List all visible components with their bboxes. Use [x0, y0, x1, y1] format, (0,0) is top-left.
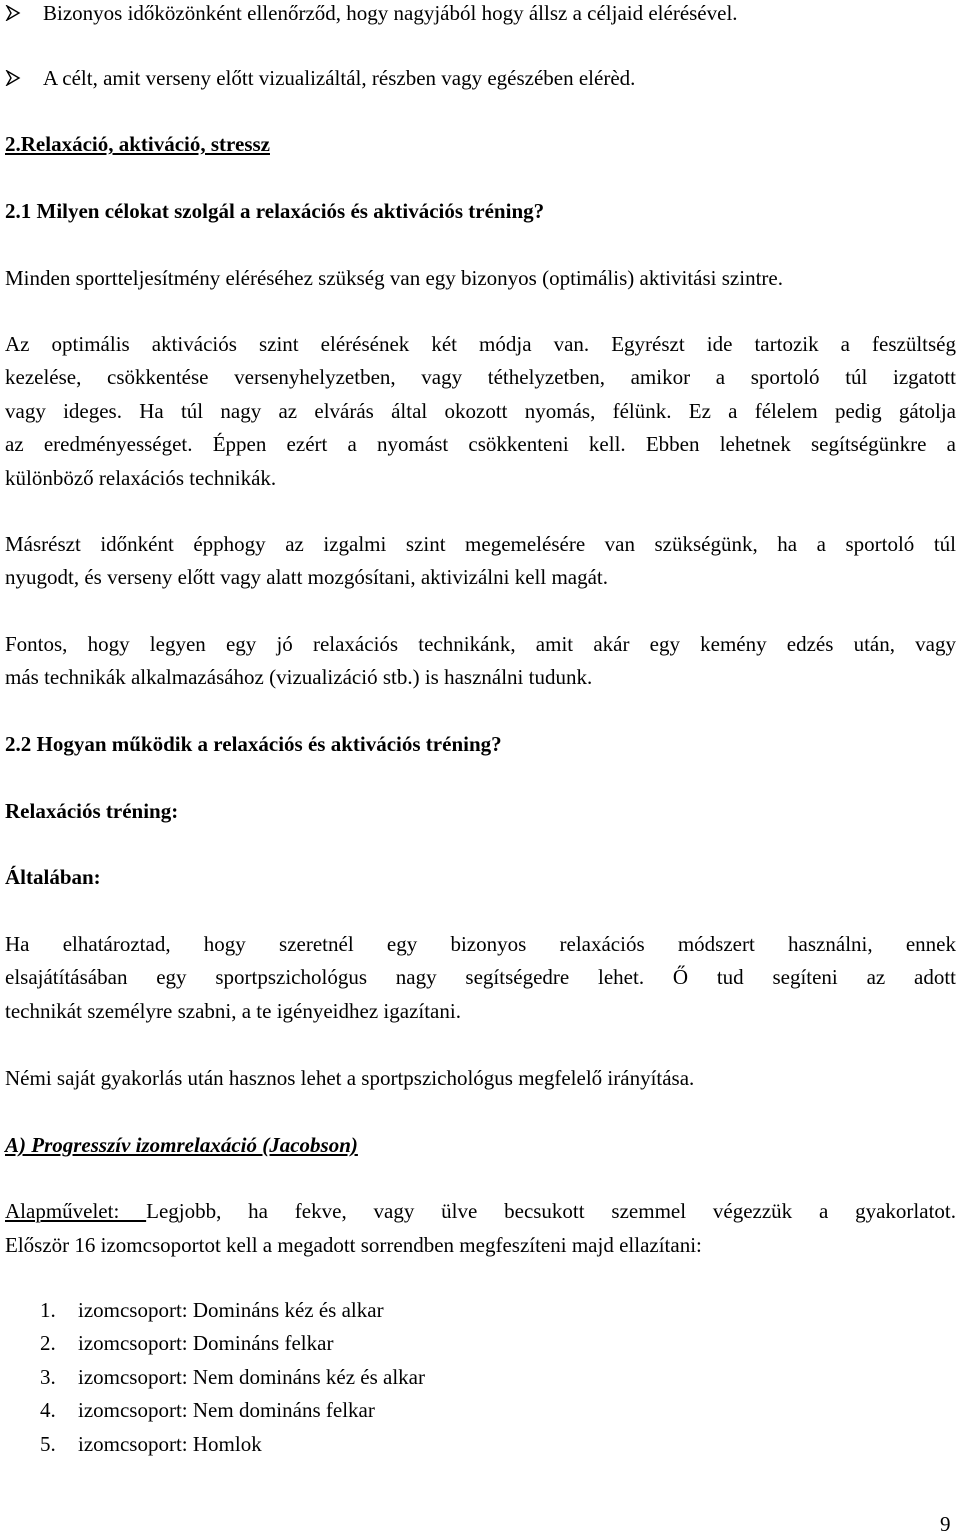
paragraph: Minden sportteljesítmény eléréséhez szükség van egy bizonyos (optimális) aktivitási szintre. [5, 266, 783, 290]
bullet-text: A célt, amit verseny előtt vizualizáltál, részben vagy egészében elérèd. [43, 66, 636, 90]
list-item: 1. izomcsoport: Domináns kéz és alkar [40, 1298, 384, 1322]
paragraph-line: más technikák alkalmazásához (vizualizáció stb.) is használni tudunk. [5, 665, 593, 689]
paragraph-line: Másrészt időnként épphogy az izgalmi szint megemelésére van szükségünk, ha a sportoló túl [5, 532, 956, 556]
bullet-text: Bizonyos időközönként ellenőrződ, hogy nagyjából hogy állsz a céljaid elérésével. [43, 1, 738, 25]
list-item: 3. izomcsoport: Nem domináns kéz és alkar [40, 1365, 425, 1389]
relaxation-heading: Relaxációs tréning: [5, 799, 179, 823]
section-heading-2: 2.Relaxáció, aktiváció, stressz [5, 132, 270, 156]
paragraph-line: Az optimális aktivációs szint elérésének két módja van. Egyrészt ide tartozik a feszültség [5, 332, 956, 356]
paragraph-line: különböző relaxációs technikák. [5, 466, 277, 490]
list-item: 5. izomcsoport: Homlok [40, 1432, 262, 1456]
subsection-heading-a: A) Progresszív izomrelaxáció (Jacobson) [5, 1133, 358, 1157]
list-item: 2. izomcsoport: Domináns felkar [40, 1331, 334, 1355]
paragraph-line: Először 16 izomcsoportot kell a megadott sorrendben megfeszíteni majd ellazítani: [5, 1233, 702, 1257]
paragraph-line: kezelése, csökkentése versenyhelyzetben, vagy téthelyzetben, amikor a sportoló túl izgatott [5, 365, 956, 389]
list-item: 4. izomcsoport: Nem domináns felkar [40, 1398, 375, 1422]
arrow-bullet-icon [5, 70, 21, 86]
paragraph-line: vagy ideges. Ha túl nagy az elvárás által okozott nyomás, félünk. Ez a félelem pedig gátolja [5, 399, 956, 423]
paragraph-line: technikát személyre szabni, a te igényeidhez igazítani. [5, 999, 461, 1023]
alap-label: Alapművelet: [5, 1199, 147, 1223]
paragraph-line: Ha elhatároztad, hogy szeretnél egy bizonyos relaxációs módszert használni, ennek [5, 932, 956, 956]
arrow-bullet-icon [5, 5, 21, 21]
paragraph-line: Fontos, hogy legyen egy jó relaxációs technikánk, amit akár egy kemény edzés után, vagy [5, 632, 956, 656]
bullet-item [5, 0, 738, 26]
bullet-item [5, 65, 635, 91]
alap-text: Legjobb, ha fekve, vagy ülve becsukott szemmel végezzük a gyakorlatot. [146, 1199, 956, 1223]
paragraph-line: az eredményességet. Éppen ezért a nyomást csökkenteni kell. Ebben lehetnek segítségünkre a [5, 432, 956, 456]
page-number: 9 [940, 1512, 951, 1536]
paragraph-line: nyugodt, és verseny előtt vagy alatt mozgósítani, aktivizálni kell magát. [5, 565, 609, 589]
paragraph-line: elsajátításában egy sportpszichológus nagy segítségedre lehet. Ő tud segíteni az adott [5, 965, 956, 989]
section-heading-2-2: 2.2 Hogyan működik a relaxációs és aktivációs tréning? [5, 732, 502, 756]
section-heading-2-1: 2.1 Milyen célokat szolgál a relaxációs és aktivációs tréning? [5, 199, 545, 223]
general-heading: Általában: [5, 865, 101, 889]
paragraph: Némi saját gyakorlás után hasznos lehet a sportpszichológus megfelelő irányítása. [5, 1066, 695, 1090]
paragraph-line [5, 1198, 956, 1224]
